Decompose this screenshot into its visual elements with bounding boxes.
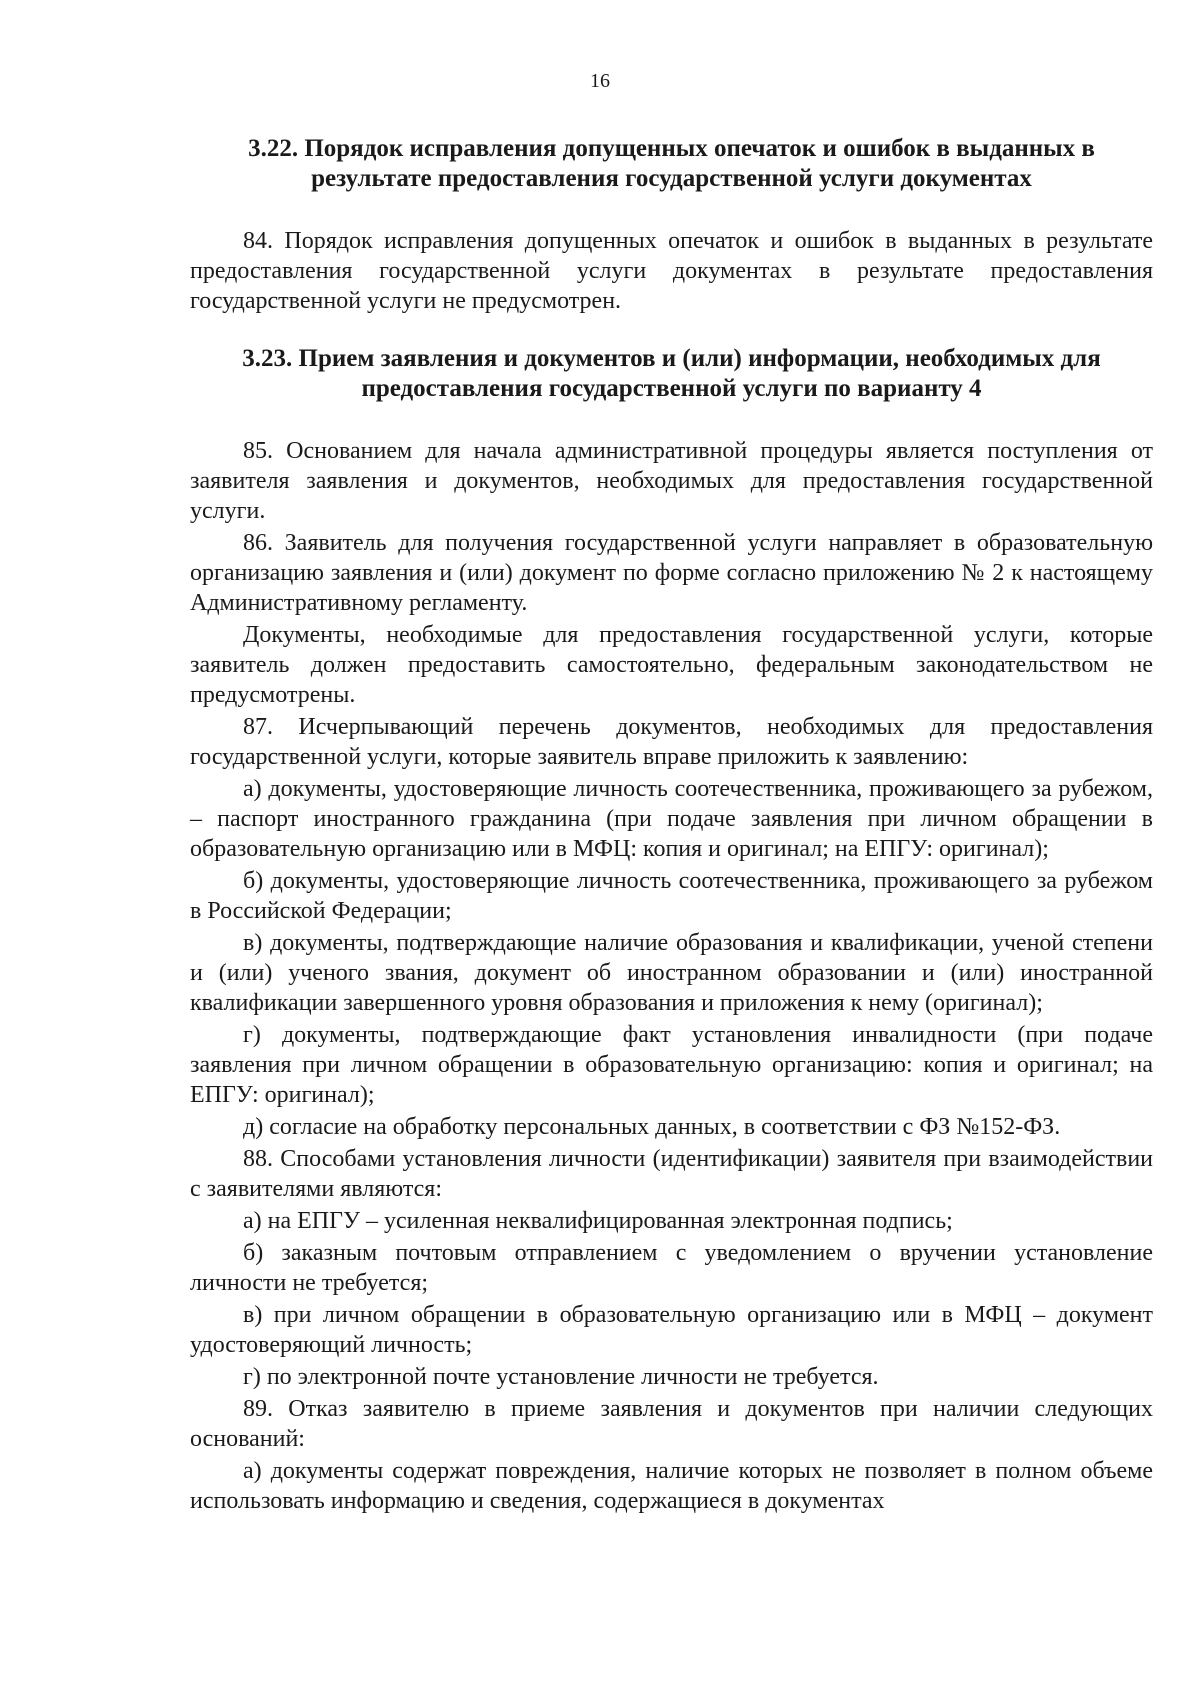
paragraph-87-a: а) документы, удостоверяющие личность соотечественника, проживающего за рубежом, – паспорт иностранного гражданина (при подаче заявления при личном обращении в образовательную организацию или в МФЦ: копия и оригинал; на ЕПГУ: оригинал);: [190, 776, 1153, 862]
paragraph-84: 84. Порядок исправления допущенных опечаток и ошибок в выданных в результате предоставления государственной услуги документах в результате предоставления государственной услуги не предусмотрен.: [190, 228, 1153, 314]
section-heading-3-22: 3.22. Порядок исправления допущенных опечаток и ошибок в выданных в результате предоставления государственной услуги документах: [248, 135, 1095, 192]
paragraph-87-d: д) согласие на обработку персональных данных, в соответствии с ФЗ №152-ФЗ.: [243, 1114, 1061, 1140]
paragraph-87: 87. Исчерпывающий перечень документов, необходимых для предоставления государственной услуги, которые заявитель вправе приложить к заявлению:: [190, 714, 1153, 770]
paragraph-87-b: б) документы, удостоверяющие личность соотечественника, проживающего за рубежом в Российской Федерации;: [190, 868, 1153, 924]
paragraph-88-g: г) по электронной почте установление личности не требуется.: [243, 1364, 879, 1390]
paragraph-89-a: а) документы содержат повреждения, наличие которых не позволяет в полном объеме использовать информацию и сведения, содержащиеся в документах: [190, 1458, 1153, 1514]
section-heading-3-23: 3.23. Прием заявления и документов и (или) информации, необходимых для предоставления государственной услуги по варианту 4: [242, 345, 1101, 402]
page-number: 16: [590, 70, 610, 92]
paragraph-85: 85. Основанием для начала административной процедуры является поступления от заявителя заявления и документов, необходимых для предоставления государственной услуги.: [190, 438, 1153, 524]
page-content: [190, 134, 1153, 1516]
paragraph-87-g: г) документы, подтверждающие факт установления инвалидности (при подаче заявления при личном обращении в образовательную организацию: копия и оригинал; на ЕПГУ: оригинал);: [190, 1022, 1153, 1108]
paragraph-88-a: а) на ЕПГУ – усиленная неквалифицированная электронная подпись;: [243, 1208, 953, 1234]
paragraph-86: 86. Заявитель для получения государственной услуги направляет в образовательную организацию заявления и (или) документ по форме согласно приложению № 2 к настоящему Административному регламенту.: [190, 530, 1153, 616]
paragraph-88-v: в) при личном обращении в образовательную организацию или в МФЦ – документ удостоверяющий личность;: [190, 1302, 1153, 1358]
paragraph-87-v: в) документы, подтверждающие наличие образования и квалификации, ученой степени и (или) ученого звания, документ об иностранном образовании и (или) иностранной квалификации завершенного уровня образования и приложения к нему (оригинал);: [190, 930, 1153, 1016]
paragraph-86-docs: Документы, необходимые для предоставления государственной услуги, которые заявитель должен предоставить самостоятельно, федеральным законодательством не предусмотрены.: [190, 622, 1153, 708]
paragraph-88-b: б) заказным почтовым отправлением с уведомлением о вручении установление личности не требуется;: [190, 1240, 1153, 1296]
paragraph-89: 89. Отказ заявителю в приеме заявления и документов при наличии следующих оснований:: [190, 1396, 1153, 1452]
paragraph-88: 88. Способами установления личности (идентификации) заявителя при взаимодействии с заявителями являются:: [190, 1146, 1153, 1202]
